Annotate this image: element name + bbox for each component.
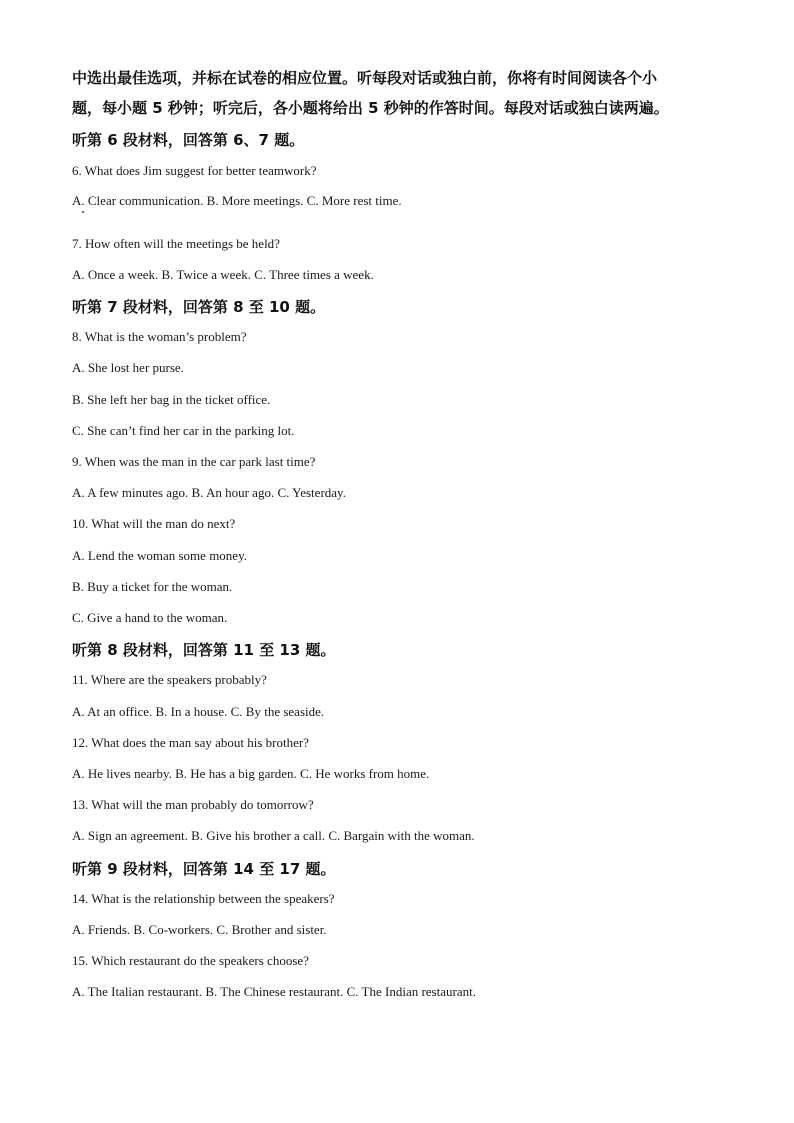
stray-dot-mark bbox=[82, 211, 84, 213]
question-option: A. She lost her purse. bbox=[72, 360, 184, 375]
question-stem: 14. What is the relationship between the speakers? bbox=[72, 891, 335, 906]
question-option: B. Buy a ticket for the woman. bbox=[72, 579, 233, 594]
question-option: B. She left her bag in the ticket office. bbox=[72, 392, 271, 407]
question-options: A. Sign an agreement. B. Give his brother a call. C. Bargain with the woman. bbox=[72, 828, 475, 843]
question-stem: 10. What will the man do next? bbox=[72, 516, 236, 531]
section-heading: 听第 7 段材料，回答第 8 至 10 题。 bbox=[72, 298, 326, 316]
question-options: A. A few minutes ago. B. An hour ago. C. Yesterday. bbox=[72, 485, 346, 500]
section-heading: 听第 8 段材料，回答第 11 至 13 题。 bbox=[72, 641, 336, 659]
question-option: A. Lend the woman some money. bbox=[72, 548, 247, 563]
question-options: A. He lives nearby. B. He has a big garden. C. He works from home. bbox=[72, 766, 430, 781]
intro-line-1: 中选出最佳选项，并标在试卷的相应位置。听每段对话或独白前，你将有时间阅读各个小 bbox=[72, 69, 658, 87]
question-stem: 6. What does Jim suggest for better teamwork? bbox=[72, 163, 317, 178]
question-option: C. She can’t find her car in the parking lot. bbox=[72, 423, 295, 438]
question-options: A. Clear communication. B. More meetings. C. More rest time. bbox=[72, 193, 402, 208]
question-options: A. At an office. B. In a house. C. By the seaside. bbox=[72, 704, 325, 719]
question-stem: 7. How often will the meetings be held? bbox=[72, 236, 280, 251]
question-options: A. Once a week. B. Twice a week. C. Three times a week. bbox=[72, 267, 374, 282]
question-stem: 9. When was the man in the car park last time? bbox=[72, 454, 316, 469]
question-stem: 13. What will the man probably do tomorrow? bbox=[72, 797, 314, 812]
section-heading: 听第 6 段材料，回答第 6、7 题。 bbox=[72, 131, 305, 149]
question-options: A. The Italian restaurant. B. The Chinese restaurant. C. The Indian restaurant. bbox=[72, 984, 476, 999]
section-heading: 听第 9 段材料，回答第 14 至 17 题。 bbox=[72, 860, 336, 878]
question-stem: 15. Which restaurant do the speakers choose? bbox=[72, 953, 309, 968]
question-option: C. Give a hand to the woman. bbox=[72, 610, 228, 625]
question-stem: 8. What is the woman’s problem? bbox=[72, 329, 247, 344]
question-stem: 11. Where are the speakers probably? bbox=[72, 672, 267, 687]
question-options: A. Friends. B. Co-workers. C. Brother and sister. bbox=[72, 922, 327, 937]
intro-line-2: 题，每小题 5 秒钟；听完后，各小题将给出 5 秒钟的作答时间。每段对话或独白读两遍。 bbox=[72, 99, 669, 117]
question-stem: 12. What does the man say about his brother? bbox=[72, 735, 309, 750]
